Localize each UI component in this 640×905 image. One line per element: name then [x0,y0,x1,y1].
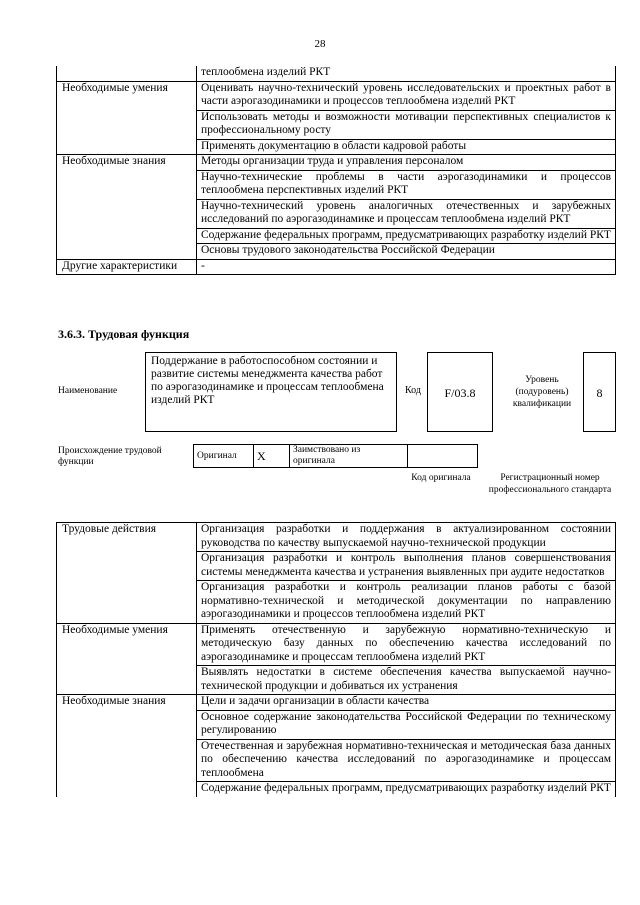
row-text: Организация разработки и контроль реализации планов работы с базой нормативно-технической и методической документации по направлению аэрогазодинамики и процессов теплообмена изделий РКТ [197,581,616,624]
origin-table [193,444,616,468]
code-box: F/03.8 [427,352,493,432]
row-label: Необходимые умения [57,81,197,155]
origin-code-caption: Код оригинала [411,473,471,483]
name-label: Наименование [58,386,118,396]
reg-number-caption: Регистрационный номер профессионального стандарта [488,473,612,495]
row-text: Применять документацию в области кадровой работы [197,139,616,155]
table-row [57,155,616,171]
code-label: Код [405,385,421,396]
row-text: Методы организации труда и управления персоналом [197,155,616,171]
section-heading: 3.6.3. Трудовая функция [58,327,190,341]
page-number: 28 [314,38,326,50]
top-requirements-table [56,66,616,275]
row-text: Выявлять недостатки в системе обеспечения качества выпускаемой научно-технической продукции и добиваться их устранения [197,666,616,695]
original-label: Оригинал [194,445,254,468]
row-text: Содержание федеральных программ, предусматривающих разработку изделий РКТ [197,228,616,244]
row-text: Цели и задачи организации в области качества [197,695,616,711]
table-row [57,81,616,110]
row-text: Применять отечественную и зарубежную нормативно-техническую и методическую базу данных по обеспечению качества исследований по аэрогазодинамике и процессам теплообмена изделий РКТ [197,623,616,666]
row-text: Организация разработки и контроль выполнения планов совершенствования системы менеджмента качества и устранения выявленных при аудите недостатков [197,552,616,581]
table-row [57,623,616,666]
row-text: - [197,259,616,275]
row-text: Содержание федеральных программ, предусматривающих разработку изделий РКТ [197,782,616,797]
row-label: Трудовые действия [57,523,197,624]
row-label: Необходимые знания [57,155,197,260]
row-label: Необходимые умения [57,623,197,695]
bottom-requirements-table [56,522,616,797]
row-label [57,66,197,81]
level-box: 8 [583,352,616,432]
row-text: Основы трудового законодательства Российской Федерации [197,244,616,260]
table-row [57,523,616,552]
row-text: Отечественная и зарубежная нормативно-техническая и методическая база данных по обеспечению качества исследований по аэрогазодинамике и процессам теплообмена [197,739,616,782]
row-text: Основное содержание законодательства Российской Федерации по техническому регулированию [197,710,616,739]
table-row [57,695,616,711]
row-text: Организация разработки и поддержания в актуализированном состоянии руководства по качеству выпускаемой научно-технической продукции [197,523,616,552]
row-text: Использовать методы и возможности мотивации перспективных специалистов к профессиональному росту [197,110,616,139]
original-mark: X [254,445,290,468]
level-label: Уровень (подуровень) квалификации [512,375,572,409]
reg-number-cell [478,445,616,468]
row-text: Научно-технические проблемы в части аэрогазодинамики и процессов теплообмена перспективных изделий РКТ [197,170,616,199]
origin-label: Происхождение трудовой функции [58,446,162,467]
table-row [57,259,616,275]
row-text: Оценивать научно-технический уровень исследовательских и проектных работ в части аэрогазодинамики и процессов теплообмена изделий РКТ [197,81,616,110]
row-text: Научно-технический уровень аналогичных отечественных и зарубежных исследований по аэрогазодинамике и процессам теплообмена изделий РКТ [197,199,616,228]
function-name-box: Поддержание в работоспособном состоянии и развитие системы менеджмента качества работ по аэрогазодинамике и процессам теплообмена изделий РКТ [145,352,397,432]
table-row [57,66,616,81]
row-text: теплообмена изделий РКТ [197,66,616,81]
origin-code-cell [408,445,478,468]
row-label: Необходимые знания [57,695,197,797]
row-label: Другие характеристики [57,259,197,275]
borrowed-label: Заимствовано из оригинала [290,445,408,468]
